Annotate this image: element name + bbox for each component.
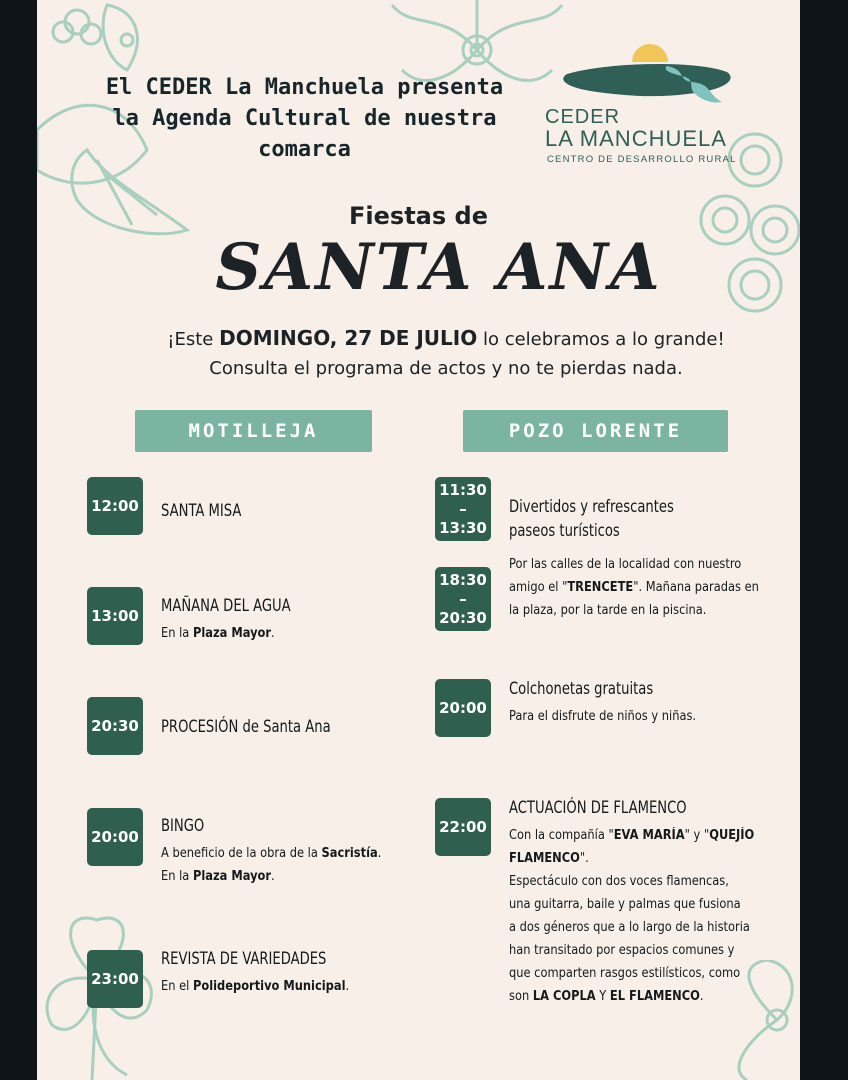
event-title: paseos turísticos [509, 521, 620, 541]
event-description: En el Polideportivo Municipal. [161, 979, 350, 994]
intro-text [77, 72, 532, 165]
event-title: PROCESIÓN de Santa Ana [161, 717, 331, 737]
event-title: Divertidos y refrescantes [509, 497, 674, 517]
tagline-part-2: lo celebramos a lo grande! [477, 329, 725, 350]
time-badge: 12:00 [87, 477, 143, 535]
tagline-part-1: ¡Este [167, 329, 220, 350]
event-title: MAÑANA DEL AGUA [161, 596, 291, 616]
logo-text-subtitle: CENTRO DE DESARROLLO RURAL [547, 154, 737, 165]
heading-pre: Fiestas de [349, 202, 488, 230]
event-description: A beneficio de la obra de la Sacristía. [161, 846, 382, 861]
event-description: FLAMENCO". [509, 851, 589, 866]
time-badge: 18:30 – 20:30 [435, 567, 491, 631]
intro-line-1: El CEDER La Manchuela presenta [105, 75, 504, 100]
event-description: la plaza, por la tarde en la piscina. [509, 603, 707, 618]
poster [37, 0, 800, 1080]
event-title: BINGO [161, 816, 205, 836]
event-title: SANTA MISA [161, 501, 242, 521]
intro-line-3: comarca [258, 137, 351, 162]
pozo-lorente-header: POZO LORENTE [463, 410, 728, 452]
time-badge: 20:00 [87, 808, 143, 866]
motilleja-header: MOTILLEJA [135, 410, 372, 452]
event-description: Con la compañía "EVA MARÍA" y "QUEJÍO [509, 828, 755, 843]
time-badge: 20:30 [87, 697, 143, 755]
intro-line-2: la Agenda Cultural de nuestra [112, 106, 497, 131]
event-description: han transitado por espacios comunes y [509, 943, 735, 958]
event-description: Por las calles de la localidad con nuestro [509, 557, 742, 572]
event-description: son LA COPLA Y EL FLAMENCO. [509, 989, 704, 1004]
event-description: a dos géneros que a lo largo de la historia [509, 920, 750, 935]
event-description: amigo el "TRENCETE". Mañana paradas en [509, 580, 759, 595]
event-description: En la Plaza Mayor. [161, 869, 275, 884]
time-badge: 22:00 [435, 798, 491, 856]
event-description: Para el disfrute de niños y niñas. [509, 709, 697, 724]
event-description: una guitarra, baile y palmas que fusiona [509, 897, 741, 912]
event-description: En la Plaza Mayor. [161, 626, 275, 641]
time-badge: 13:00 [87, 587, 143, 645]
tagline [37, 324, 800, 383]
event-description: Espectáculo con dos voces flamencas, [509, 874, 729, 889]
time-badge: 20:00 [435, 679, 491, 737]
tagline-date: DOMINGO, 27 DE JULIO [219, 326, 478, 350]
time-badge: 23:00 [87, 950, 143, 1008]
ceder-logo [537, 44, 752, 168]
event-title: ACTUACIÓN DE FLAMENCO [509, 798, 687, 818]
tagline-line-1 [37, 324, 800, 354]
logo-text-la-manchuela: LA MANCHUELA [545, 126, 727, 151]
time-badge: 11:30 – 13:30 [435, 477, 491, 541]
event-title: Colchonetas gratuitas [509, 679, 654, 699]
event-title: REVISTA DE VARIEDADES [161, 949, 327, 969]
tagline-line-2: Consulta el programa de actos y no te pierdas nada. [209, 358, 683, 379]
page-title: SANTA ANA [215, 230, 662, 305]
logo-text-ceder: CEDER [545, 106, 621, 128]
event-description: que comparten rasgos estilísticos, como [509, 966, 741, 981]
